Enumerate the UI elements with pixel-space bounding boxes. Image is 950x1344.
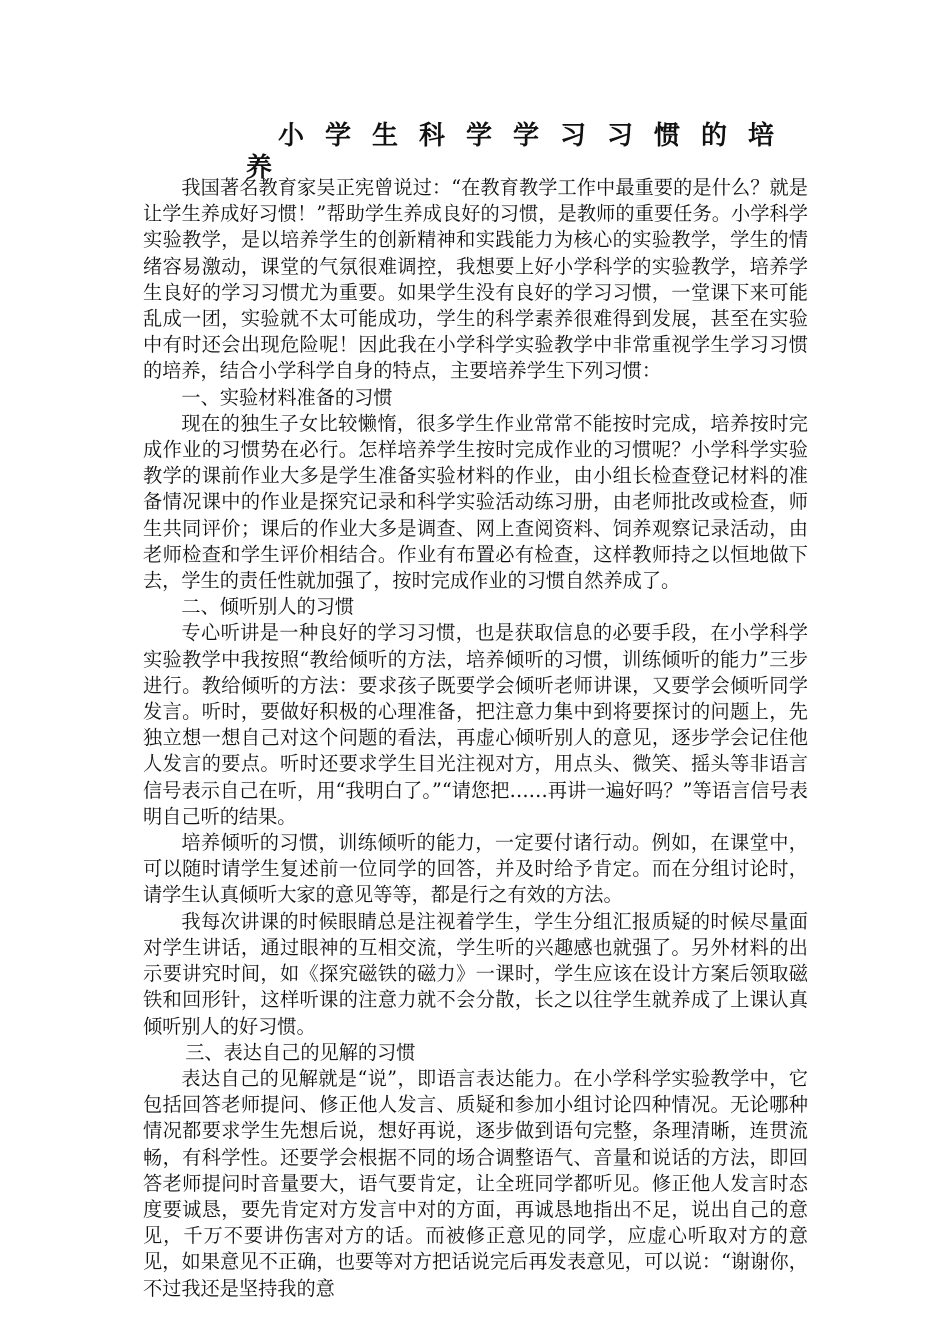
- paragraph-section-1: 现在的独生子女比较懒惰，很多学生作业常常不能按时完成，培养按时完成作业的习惯势在必行。怎样培养学生按时完成作业的习惯呢？小学科学实验教学的课前作业大多是学生准备实验材料的作业，由小组长检查登记材料的准备情况课中的作业是探究记录和科学实验活动练习册，由老师批改或检查，师生共同评价；课后的作业大多是调查、网上查阅资料、饲养观察记录活动，由老师检查和学生评价相结合。作业有布置必有检查，这样教师持之以恒地做下去，学生的责任性就加强了，按时完成作业的习惯自然养成了。: [143, 411, 808, 593]
- document-body: [143, 175, 808, 1302]
- title-line-1: 小学生科学学习习惯的培: [278, 121, 796, 151]
- section-heading-2: 二、倾听别人的习惯: [181, 595, 355, 619]
- paragraph-intro: 我国著名教育家吴正宪曾说过：“在教育教学工作中最重要的是什么？就是让学生养成好习惯！”帮助学生养成良好的习惯，是教师的重要任务。小学科学实验教学，是以培养学生的创新精神和实践能力为核心的实验教学，学生的情绪容易激动，课堂的气氛很难调控，我想要上好小学科学的实验教学，培养学生良好的学习习惯尤为重要。如果学生没有良好的学习习惯，一堂课下来可能乱成一团，实验就不太可能成功，学生的科学素养很难得到发展，甚至在实验中有时还会出现危险呢！因此我在小学科学实验教学中非常重视学生学习习惯的培养，结合小学科学自身的特点，主要培养学生下列习惯：: [143, 176, 808, 383]
- paragraph-section-2c: 我每次讲课的时候眼睛总是注视着学生，学生分组汇报质疑的时候尽量面对学生讲话，通过眼神的互相交流，学生听的兴趣感也就强了。另外材料的出示要讲究时间，如《探究磁铁的磁力》一课时，学生应该在设计方案后领取磁铁和回形针，这样听课的注意力就不会分散，长之以往学生就养成了上课认真倾听别人的好习惯。: [143, 909, 808, 1038]
- paragraph-section-2b: 培养倾听的习惯，训练倾听的能力，一定要付诸行动。例如，在课堂中，可以随时请学生复述前一位同学的回答，并及时给予肯定。而在分组讨论时，请学生认真倾听大家的意见等等，都是行之有效的方法。: [143, 831, 808, 907]
- section-heading-1: 一、实验材料准备的习惯: [181, 385, 393, 409]
- section-heading-3: 三、表达自己的见解的习惯: [185, 1040, 416, 1064]
- title-line-2: 养: [246, 153, 273, 183]
- paragraph-section-2a: 专心听讲是一种良好的学习习惯，也是获取信息的必要手段，在小学科学实验教学中我按照“教给倾听的方法，培养倾听的习惯，训练倾听的能力”三步进行。教给倾听的方法：要求孩子既要学会倾听老师讲课，又要学会倾听同学发言。听时，要做好积极的心理准备，把注意力集中到将要探讨的问题上，先独立想一想自己对这个问题的看法，再虚心倾听别人的意见，逐步学会记住他人发言的要点。听时还要求学生目光注视对方，用点头、微笑、摇头等非语言信号表示自己在听，用“我明白了。”“请您把……再讲一遍好吗？”等语言信号表明自己听的结果。: [143, 621, 808, 828]
- paragraph-section-3: 表达自己的见解就是“说”，即语言表达能力。在小学科学实验教学中，它包括回答老师提问、修正他人发言、质疑和参加小组讨论四种情况。无论哪种情况都要求学生先想后说，想好再说，逐步做到语句完整，条理清晰，连贯流畅，有科学性。还要学会根据不同的场合调整语气、音量和说话的方法，即回答老师提问时音量要大，语气要肯定，让全班同学都听见。修正他人发言时态度要诚恳，要先肯定对方发言中对的方面，再诚恳地指出不足，说出自己的意见，千万不要讲伤害对方的话。而被修正意见的同学，应虚心听取对方的意见，如果意见不正确，也要等对方把话说完后再发表意见，可以说：“谢谢你，不过我还是坚持我的意: [143, 1066, 808, 1300]
